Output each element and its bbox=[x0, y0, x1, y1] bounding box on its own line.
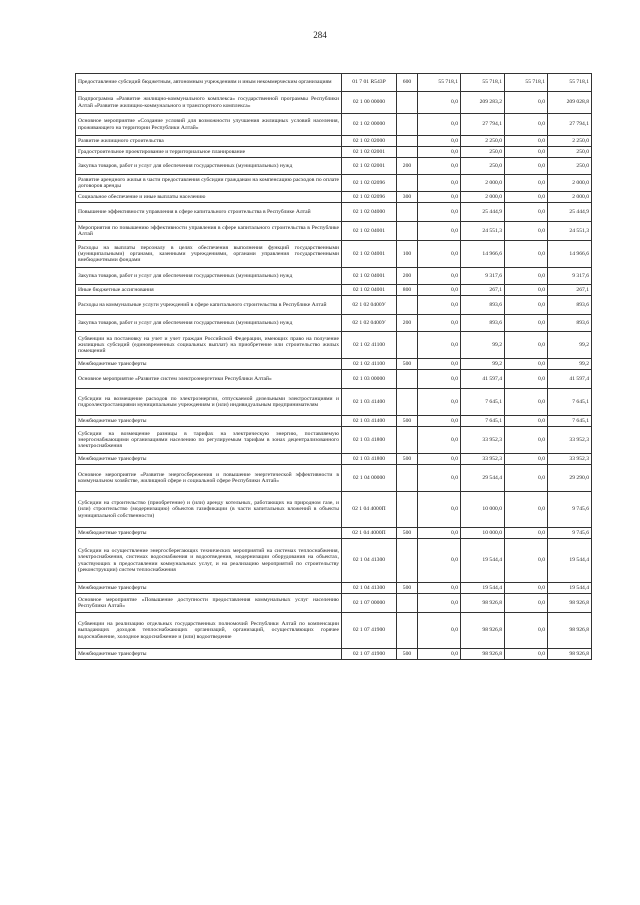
table-cell-value-1: 0,0 bbox=[418, 136, 461, 147]
table-cell-expense-type bbox=[397, 465, 418, 492]
table-cell-value-1: 0,0 bbox=[418, 427, 461, 454]
table-cell-expense-type bbox=[397, 203, 418, 222]
table-cell-value-4: 893,6 bbox=[548, 315, 592, 332]
table-row bbox=[76, 370, 592, 389]
table-cell-value-1: 0,0 bbox=[418, 268, 461, 285]
table-cell-value-2: 267,1 bbox=[461, 285, 505, 296]
table-cell-value-2: 99,2 bbox=[461, 359, 505, 370]
table-cell-value-1: 0,0 bbox=[418, 285, 461, 296]
table-cell-code: 02 1 04 41300 bbox=[342, 583, 397, 594]
table-row bbox=[76, 158, 592, 175]
table-cell-name: Основное мероприятие «Развитие систем электроэнергетики Республики Алтай» bbox=[76, 370, 342, 389]
table-cell-expense-type bbox=[397, 539, 418, 583]
table-cell-value-2: 893,6 bbox=[461, 315, 505, 332]
table-cell-value-4: 250,0 bbox=[548, 147, 592, 158]
table-cell-value-2: 10 000,0 bbox=[461, 528, 505, 539]
table-row bbox=[76, 492, 592, 528]
page-number: 284 bbox=[313, 30, 327, 40]
table-cell-code: 02 1 02 41100 bbox=[342, 332, 397, 359]
table-cell-name: Расходы на выплаты персоналу в целях обеспечения выполнения функций государственными (муниципальными) органами, казенными учреждениями, органами управления государственными внебюджетными фондами bbox=[76, 241, 342, 268]
table-cell-expense-type bbox=[397, 370, 418, 389]
table-cell-expense-type bbox=[397, 296, 418, 315]
table-cell-value-1: 0,0 bbox=[418, 389, 461, 416]
table-cell-value-4: 25 444,9 bbox=[548, 203, 592, 222]
table-row bbox=[76, 454, 592, 465]
table-cell-value-1: 0,0 bbox=[418, 175, 461, 192]
table-row bbox=[76, 203, 592, 222]
table-row bbox=[76, 315, 592, 332]
table-cell-code: 02 1 02 41100 bbox=[342, 359, 397, 370]
table-cell-value-2: 19 544,4 bbox=[461, 583, 505, 594]
table-cell-value-1: 0,0 bbox=[418, 583, 461, 594]
table-cell-name: Социальное обеспечение и иные выплаты населению bbox=[76, 192, 342, 203]
table-row bbox=[76, 583, 592, 594]
table-row bbox=[76, 222, 592, 241]
table-cell-value-4: 55 718,1 bbox=[548, 74, 592, 92]
table-cell-value-3: 0,0 bbox=[505, 613, 548, 649]
table-cell-value-1: 0,0 bbox=[418, 613, 461, 649]
table-cell-value-4: 29 290,0 bbox=[548, 465, 592, 492]
table-cell-value-3: 0,0 bbox=[505, 465, 548, 492]
table-cell-name: Субсидии на строительство (приобретение) и (или) аренду котельных, работающих на природном газе, и (или) строительство (модернизацию) объектов газификации (в части капитальных вложений в объекты муниципальной собственности) bbox=[76, 492, 342, 528]
table-cell-expense-type: 200 bbox=[397, 268, 418, 285]
table-cell-value-1: 0,0 bbox=[418, 359, 461, 370]
table-cell-name: Закупка товаров, работ и услуг для обеспечения государственных (муниципальных) нужд bbox=[76, 158, 342, 175]
table-cell-name: Мероприятия по повышению эффективности управления в сфере капитального строительства в Республике Алтай bbox=[76, 222, 342, 241]
table-cell-value-1: 0,0 bbox=[418, 203, 461, 222]
table-cell-value-3: 0,0 bbox=[505, 427, 548, 454]
table-cell-value-2: 2 000,0 bbox=[461, 192, 505, 203]
table-cell-value-4: 24 551,3 bbox=[548, 222, 592, 241]
table-cell-value-1: 0,0 bbox=[418, 222, 461, 241]
table-row bbox=[76, 332, 592, 359]
table-cell-expense-type bbox=[397, 222, 418, 241]
table-cell-code: 02 1 02 04000 bbox=[342, 203, 397, 222]
table-cell-value-1: 0,0 bbox=[418, 158, 461, 175]
table-cell-value-1: 0,0 bbox=[418, 241, 461, 268]
table-cell-value-3: 0,0 bbox=[505, 192, 548, 203]
table-cell-value-4: 267,1 bbox=[548, 285, 592, 296]
table-cell-value-2: 25 444,9 bbox=[461, 203, 505, 222]
table-cell-expense-type: 500 bbox=[397, 649, 418, 660]
table-cell-value-3: 0,0 bbox=[505, 175, 548, 192]
table-row bbox=[76, 528, 592, 539]
table-cell-name: Основное мероприятие «Повышение доступности предоставления коммунальных услуг населению Республики Алтай» bbox=[76, 594, 342, 613]
table-row bbox=[76, 539, 592, 583]
table-cell-expense-type bbox=[397, 427, 418, 454]
budget-table-body bbox=[76, 74, 592, 660]
table-cell-value-4: 98 926,8 bbox=[548, 649, 592, 660]
table-row bbox=[76, 649, 592, 660]
table-row bbox=[76, 192, 592, 203]
table-row bbox=[76, 285, 592, 296]
table-cell-expense-type bbox=[397, 92, 418, 114]
table-cell-value-2: 98 926,8 bbox=[461, 613, 505, 649]
table-cell-value-2: 98 926,8 bbox=[461, 594, 505, 613]
table-row bbox=[76, 465, 592, 492]
table-cell-value-3: 0,0 bbox=[505, 332, 548, 359]
table-cell-code: 02 1 02 04001 bbox=[342, 241, 397, 268]
table-cell-code: 02 1 02 04001 bbox=[342, 268, 397, 285]
table-cell-name: Межбюджетные трансферты bbox=[76, 454, 342, 465]
table-cell-code: 02 1 02 02001 bbox=[342, 158, 397, 175]
table-cell-code: 02 1 07 00000 bbox=[342, 594, 397, 613]
table-cell-value-4: 7 645,1 bbox=[548, 389, 592, 416]
table-cell-value-4: 9 745,6 bbox=[548, 528, 592, 539]
table-cell-code: 02 1 04 4000П bbox=[342, 492, 397, 528]
table-cell-value-4: 14 966,6 bbox=[548, 241, 592, 268]
table-cell-value-4: 27 794,1 bbox=[548, 114, 592, 136]
table-cell-expense-type: 500 bbox=[397, 583, 418, 594]
table-cell-value-1: 0,0 bbox=[418, 192, 461, 203]
table-cell-value-2: 27 794,1 bbox=[461, 114, 505, 136]
table-cell-value-1: 0,0 bbox=[418, 114, 461, 136]
table-cell-name: Иные бюджетные ассигнования bbox=[76, 285, 342, 296]
table-cell-value-4: 99,2 bbox=[548, 359, 592, 370]
table-cell-value-4: 99,2 bbox=[548, 332, 592, 359]
table-cell-value-2: 250,0 bbox=[461, 147, 505, 158]
table-cell-value-2: 98 926,8 bbox=[461, 649, 505, 660]
table-cell-code: 02 1 03 41800 bbox=[342, 454, 397, 465]
table-cell-name: Субсидии на возмещение расходов по электроэнергии, отпускаемой дизельными электростанциями и гидроэлектростанциями муниципальным учреждениям и (или) индивидуальным предпринимателям bbox=[76, 389, 342, 416]
table-cell-value-3: 0,0 bbox=[505, 583, 548, 594]
table-cell-value-3: 0,0 bbox=[505, 203, 548, 222]
table-cell-code: 02 1 02 0400У bbox=[342, 296, 397, 315]
table-cell-value-3: 0,0 bbox=[505, 268, 548, 285]
table-cell-code: 02 1 00 00000 bbox=[342, 92, 397, 114]
table-cell-name: Повышение эффективности управления в сфере капитального строительства в Республике Алтай bbox=[76, 203, 342, 222]
table-cell-expense-type bbox=[397, 136, 418, 147]
table-cell-value-3: 0,0 bbox=[505, 454, 548, 465]
table-cell-expense-type bbox=[397, 389, 418, 416]
table-cell-value-4: 98 926,8 bbox=[548, 613, 592, 649]
table-cell-value-3: 0,0 bbox=[505, 114, 548, 136]
table-cell-name: Развитие жилищного строительства bbox=[76, 136, 342, 147]
table-cell-value-3: 0,0 bbox=[505, 285, 548, 296]
table-cell-value-3: 0,0 bbox=[505, 222, 548, 241]
table-cell-value-4: 2 250,0 bbox=[548, 136, 592, 147]
table-cell-value-2: 41 597,4 bbox=[461, 370, 505, 389]
table-cell-name: Субвенции на реализацию отдельных государственных полномочий Республики Алтай по компенсации выпадающих доходов теплоснабжающих организаций, организаций, осуществляющих горячее водоснабжение, холодное водоснабжение и (или) водоотведение bbox=[76, 613, 342, 649]
table-cell-value-1: 0,0 bbox=[418, 332, 461, 359]
table-cell-name: Развитие арендного жилья в части предоставления субсидии гражданам на компенсацию расходов по оплате договоров аренды bbox=[76, 175, 342, 192]
table-cell-value-4: 9 317,6 bbox=[548, 268, 592, 285]
table-cell-code: 02 1 02 00000 bbox=[342, 114, 397, 136]
table-row bbox=[76, 594, 592, 613]
table-cell-value-1: 55 718,1 bbox=[418, 74, 461, 92]
table-row bbox=[76, 92, 592, 114]
table-cell-name: Предоставление субсидий бюджетным, автономным учреждениям и иным некоммерческим организациям bbox=[76, 74, 342, 92]
table-cell-value-4: 98 926,8 bbox=[548, 594, 592, 613]
table-cell-value-1: 0,0 bbox=[418, 296, 461, 315]
table-cell-expense-type: 500 bbox=[397, 454, 418, 465]
table-cell-name: Расходы на коммунальные услуги учреждений в сфере капитального строительства в Республике Алтай bbox=[76, 296, 342, 315]
table-cell-value-3: 0,0 bbox=[505, 147, 548, 158]
table-cell-value-2: 24 551,3 bbox=[461, 222, 505, 241]
table-cell-code: 02 1 02 02000 bbox=[342, 136, 397, 147]
table-cell-name: Градостроительное проектирование и территориальное планирование bbox=[76, 147, 342, 158]
table-cell-value-4: 250,0 bbox=[548, 158, 592, 175]
table-row bbox=[76, 241, 592, 268]
table-cell-value-2: 2 250,0 bbox=[461, 136, 505, 147]
budget-table bbox=[75, 73, 592, 660]
table-cell-value-2: 99,2 bbox=[461, 332, 505, 359]
table-cell-value-1: 0,0 bbox=[418, 539, 461, 583]
table-cell-expense-type bbox=[397, 492, 418, 528]
table-cell-code: 02 1 02 04001 bbox=[342, 285, 397, 296]
table-cell-value-4: 41 597,4 bbox=[548, 370, 592, 389]
table-cell-code: 02 1 02 02096 bbox=[342, 192, 397, 203]
table-cell-expense-type: 200 bbox=[397, 315, 418, 332]
table-cell-value-1: 0,0 bbox=[418, 594, 461, 613]
table-cell-name: Межбюджетные трансферты bbox=[76, 583, 342, 594]
table-cell-value-4: 893,6 bbox=[548, 296, 592, 315]
table-cell-value-3: 55 718,1 bbox=[505, 74, 548, 92]
table-cell-name: Субсидии на осуществление энергосберегающих технических мероприятий на системах теплоснабжения, электроснабжения, системах водоснабжения и водоотведения, модернизации оборудования на объектах, участвующих в предоставлении коммунальных услуг, и на реализацию мероприятий по строительству (реконструкции) систем теплоснабжения bbox=[76, 539, 342, 583]
table-cell-value-3: 0,0 bbox=[505, 315, 548, 332]
table-cell-value-3: 0,0 bbox=[505, 296, 548, 315]
table-cell-name: Закупка товаров, работ и услуг для обеспечения государственных (муниципальных) нужд bbox=[76, 315, 342, 332]
table-cell-value-1: 0,0 bbox=[418, 492, 461, 528]
table-cell-expense-type: 600 bbox=[397, 74, 418, 92]
table-cell-expense-type: 500 bbox=[397, 528, 418, 539]
table-cell-code: 02 1 07 41900 bbox=[342, 649, 397, 660]
table-cell-name: Межбюджетные трансферты bbox=[76, 416, 342, 427]
table-cell-expense-type bbox=[397, 332, 418, 359]
table-cell-value-2: 9 317,6 bbox=[461, 268, 505, 285]
table-cell-name: Закупка товаров, работ и услуг для обеспечения государственных (муниципальных) нужд bbox=[76, 268, 342, 285]
table-cell-value-3: 0,0 bbox=[505, 92, 548, 114]
table-cell-code: 02 1 02 02096 bbox=[342, 175, 397, 192]
table-cell-name: Основное мероприятие «Развитие энергосбережения и повышение энергетической эффективности в коммунальном хозяйстве, жилищной сфере и социальной сфере Республики Алтай» bbox=[76, 465, 342, 492]
table-cell-expense-type bbox=[397, 594, 418, 613]
table-row bbox=[76, 136, 592, 147]
table-cell-value-1: 0,0 bbox=[418, 92, 461, 114]
table-cell-value-2: 209 283,2 bbox=[461, 92, 505, 114]
table-cell-value-4: 2 000,0 bbox=[548, 192, 592, 203]
table-cell-value-3: 0,0 bbox=[505, 359, 548, 370]
table-cell-name: Основное мероприятие «Создание условий для возможности улучшения жилищных условий населения, проживающего на территории Республики Алтай» bbox=[76, 114, 342, 136]
table-cell-name: Субвенции на постановку на учет и учет граждан Российской Федерации, имеющих право на получение жилищных субсидий (единовременных социальных выплат) на приобретение или строительство жилых помещений bbox=[76, 332, 342, 359]
table-cell-value-3: 0,0 bbox=[505, 528, 548, 539]
table-cell-code: 02 1 03 41400 bbox=[342, 416, 397, 427]
table-cell-code: 02 1 02 04001 bbox=[342, 222, 397, 241]
table-cell-value-3: 0,0 bbox=[505, 539, 548, 583]
table-cell-code: 02 1 02 02001 bbox=[342, 147, 397, 158]
table-row bbox=[76, 389, 592, 416]
table-cell-value-4: 33 952,3 bbox=[548, 427, 592, 454]
table-row bbox=[76, 147, 592, 158]
table-cell-value-2: 19 544,4 bbox=[461, 539, 505, 583]
table-cell-value-3: 0,0 bbox=[505, 416, 548, 427]
table-cell-value-1: 0,0 bbox=[418, 649, 461, 660]
table-cell-expense-type: 500 bbox=[397, 416, 418, 427]
table-cell-code: 02 1 03 41800 bbox=[342, 427, 397, 454]
table-cell-code: 01 7 01 R543P bbox=[342, 74, 397, 92]
table-cell-value-2: 29 544,4 bbox=[461, 465, 505, 492]
table-cell-expense-type bbox=[397, 175, 418, 192]
table-cell-value-3: 0,0 bbox=[505, 241, 548, 268]
table-cell-value-4: 9 745,6 bbox=[548, 492, 592, 528]
table-cell-value-2: 893,6 bbox=[461, 296, 505, 315]
table-cell-value-2: 10 000,0 bbox=[461, 492, 505, 528]
table-cell-value-4: 2 000,0 bbox=[548, 175, 592, 192]
table-cell-value-4: 209 028,8 bbox=[548, 92, 592, 114]
table-cell-value-1: 0,0 bbox=[418, 370, 461, 389]
table-cell-code: 02 1 04 41300 bbox=[342, 539, 397, 583]
table-cell-code: 02 1 03 00000 bbox=[342, 370, 397, 389]
table-cell-value-3: 0,0 bbox=[505, 136, 548, 147]
table-row bbox=[76, 175, 592, 192]
table-cell-expense-type: 800 bbox=[397, 285, 418, 296]
table-row bbox=[76, 296, 592, 315]
table-cell-value-2: 7 645,1 bbox=[461, 389, 505, 416]
table-cell-name: Межбюджетные трансферты bbox=[76, 649, 342, 660]
table-cell-code: 02 1 03 41400 bbox=[342, 389, 397, 416]
table-cell-name: Подпрограмма «Развитие жилищно-коммунального комплекса» государственной программы Республики Алтай «Развитие жилищно-коммунального и транспортного комплекса» bbox=[76, 92, 342, 114]
table-cell-value-1: 0,0 bbox=[418, 465, 461, 492]
table-cell-value-3: 0,0 bbox=[505, 649, 548, 660]
table-cell-value-2: 7 645,1 bbox=[461, 416, 505, 427]
table-cell-expense-type bbox=[397, 613, 418, 649]
table-row bbox=[76, 268, 592, 285]
table-cell-value-4: 7 645,1 bbox=[548, 416, 592, 427]
table-row bbox=[76, 427, 592, 454]
table-cell-name: Субсидии на возмещение разницы в тарифах на электрическую энергию, поставляемую энергоснабжающими организациями населению по регулируемым тарифам в зонах децентрализованного электроснабжения bbox=[76, 427, 342, 454]
table-row bbox=[76, 74, 592, 92]
table-cell-value-2: 55 718,1 bbox=[461, 74, 505, 92]
table-row bbox=[76, 359, 592, 370]
table-cell-code: 02 1 02 0400У bbox=[342, 315, 397, 332]
table-cell-name: Межбюджетные трансферты bbox=[76, 528, 342, 539]
table-row bbox=[76, 114, 592, 136]
table-row bbox=[76, 416, 592, 427]
table-cell-code: 02 1 04 4000П bbox=[342, 528, 397, 539]
table-cell-value-3: 0,0 bbox=[505, 370, 548, 389]
table-cell-value-3: 0,0 bbox=[505, 158, 548, 175]
table-cell-expense-type: 300 bbox=[397, 192, 418, 203]
table-cell-value-2: 2 000,0 bbox=[461, 175, 505, 192]
table-cell-expense-type: 100 bbox=[397, 241, 418, 268]
table-cell-value-1: 0,0 bbox=[418, 416, 461, 427]
table-cell-value-1: 0,0 bbox=[418, 147, 461, 158]
table-cell-value-2: 14 966,6 bbox=[461, 241, 505, 268]
table-cell-value-1: 0,0 bbox=[418, 454, 461, 465]
table-cell-expense-type: 500 bbox=[397, 359, 418, 370]
table-cell-value-1: 0,0 bbox=[418, 315, 461, 332]
table-row bbox=[76, 613, 592, 649]
table-cell-value-2: 33 952,3 bbox=[461, 427, 505, 454]
table-cell-value-3: 0,0 bbox=[505, 389, 548, 416]
table-cell-code: 02 1 07 41900 bbox=[342, 613, 397, 649]
table-cell-value-3: 0,0 bbox=[505, 492, 548, 528]
table-cell-value-1: 0,0 bbox=[418, 528, 461, 539]
table-cell-value-4: 19 544,4 bbox=[548, 583, 592, 594]
table-cell-value-3: 0,0 bbox=[505, 594, 548, 613]
table-cell-value-4: 33 952,3 bbox=[548, 454, 592, 465]
table-cell-expense-type bbox=[397, 114, 418, 136]
table-cell-name: Межбюджетные трансферты bbox=[76, 359, 342, 370]
table-cell-expense-type: 200 bbox=[397, 158, 418, 175]
table-cell-value-4: 19 544,4 bbox=[548, 539, 592, 583]
table-cell-value-2: 250,0 bbox=[461, 158, 505, 175]
table-cell-expense-type bbox=[397, 147, 418, 158]
table-cell-code: 02 1 04 00000 bbox=[342, 465, 397, 492]
table-cell-value-2: 33 952,3 bbox=[461, 454, 505, 465]
